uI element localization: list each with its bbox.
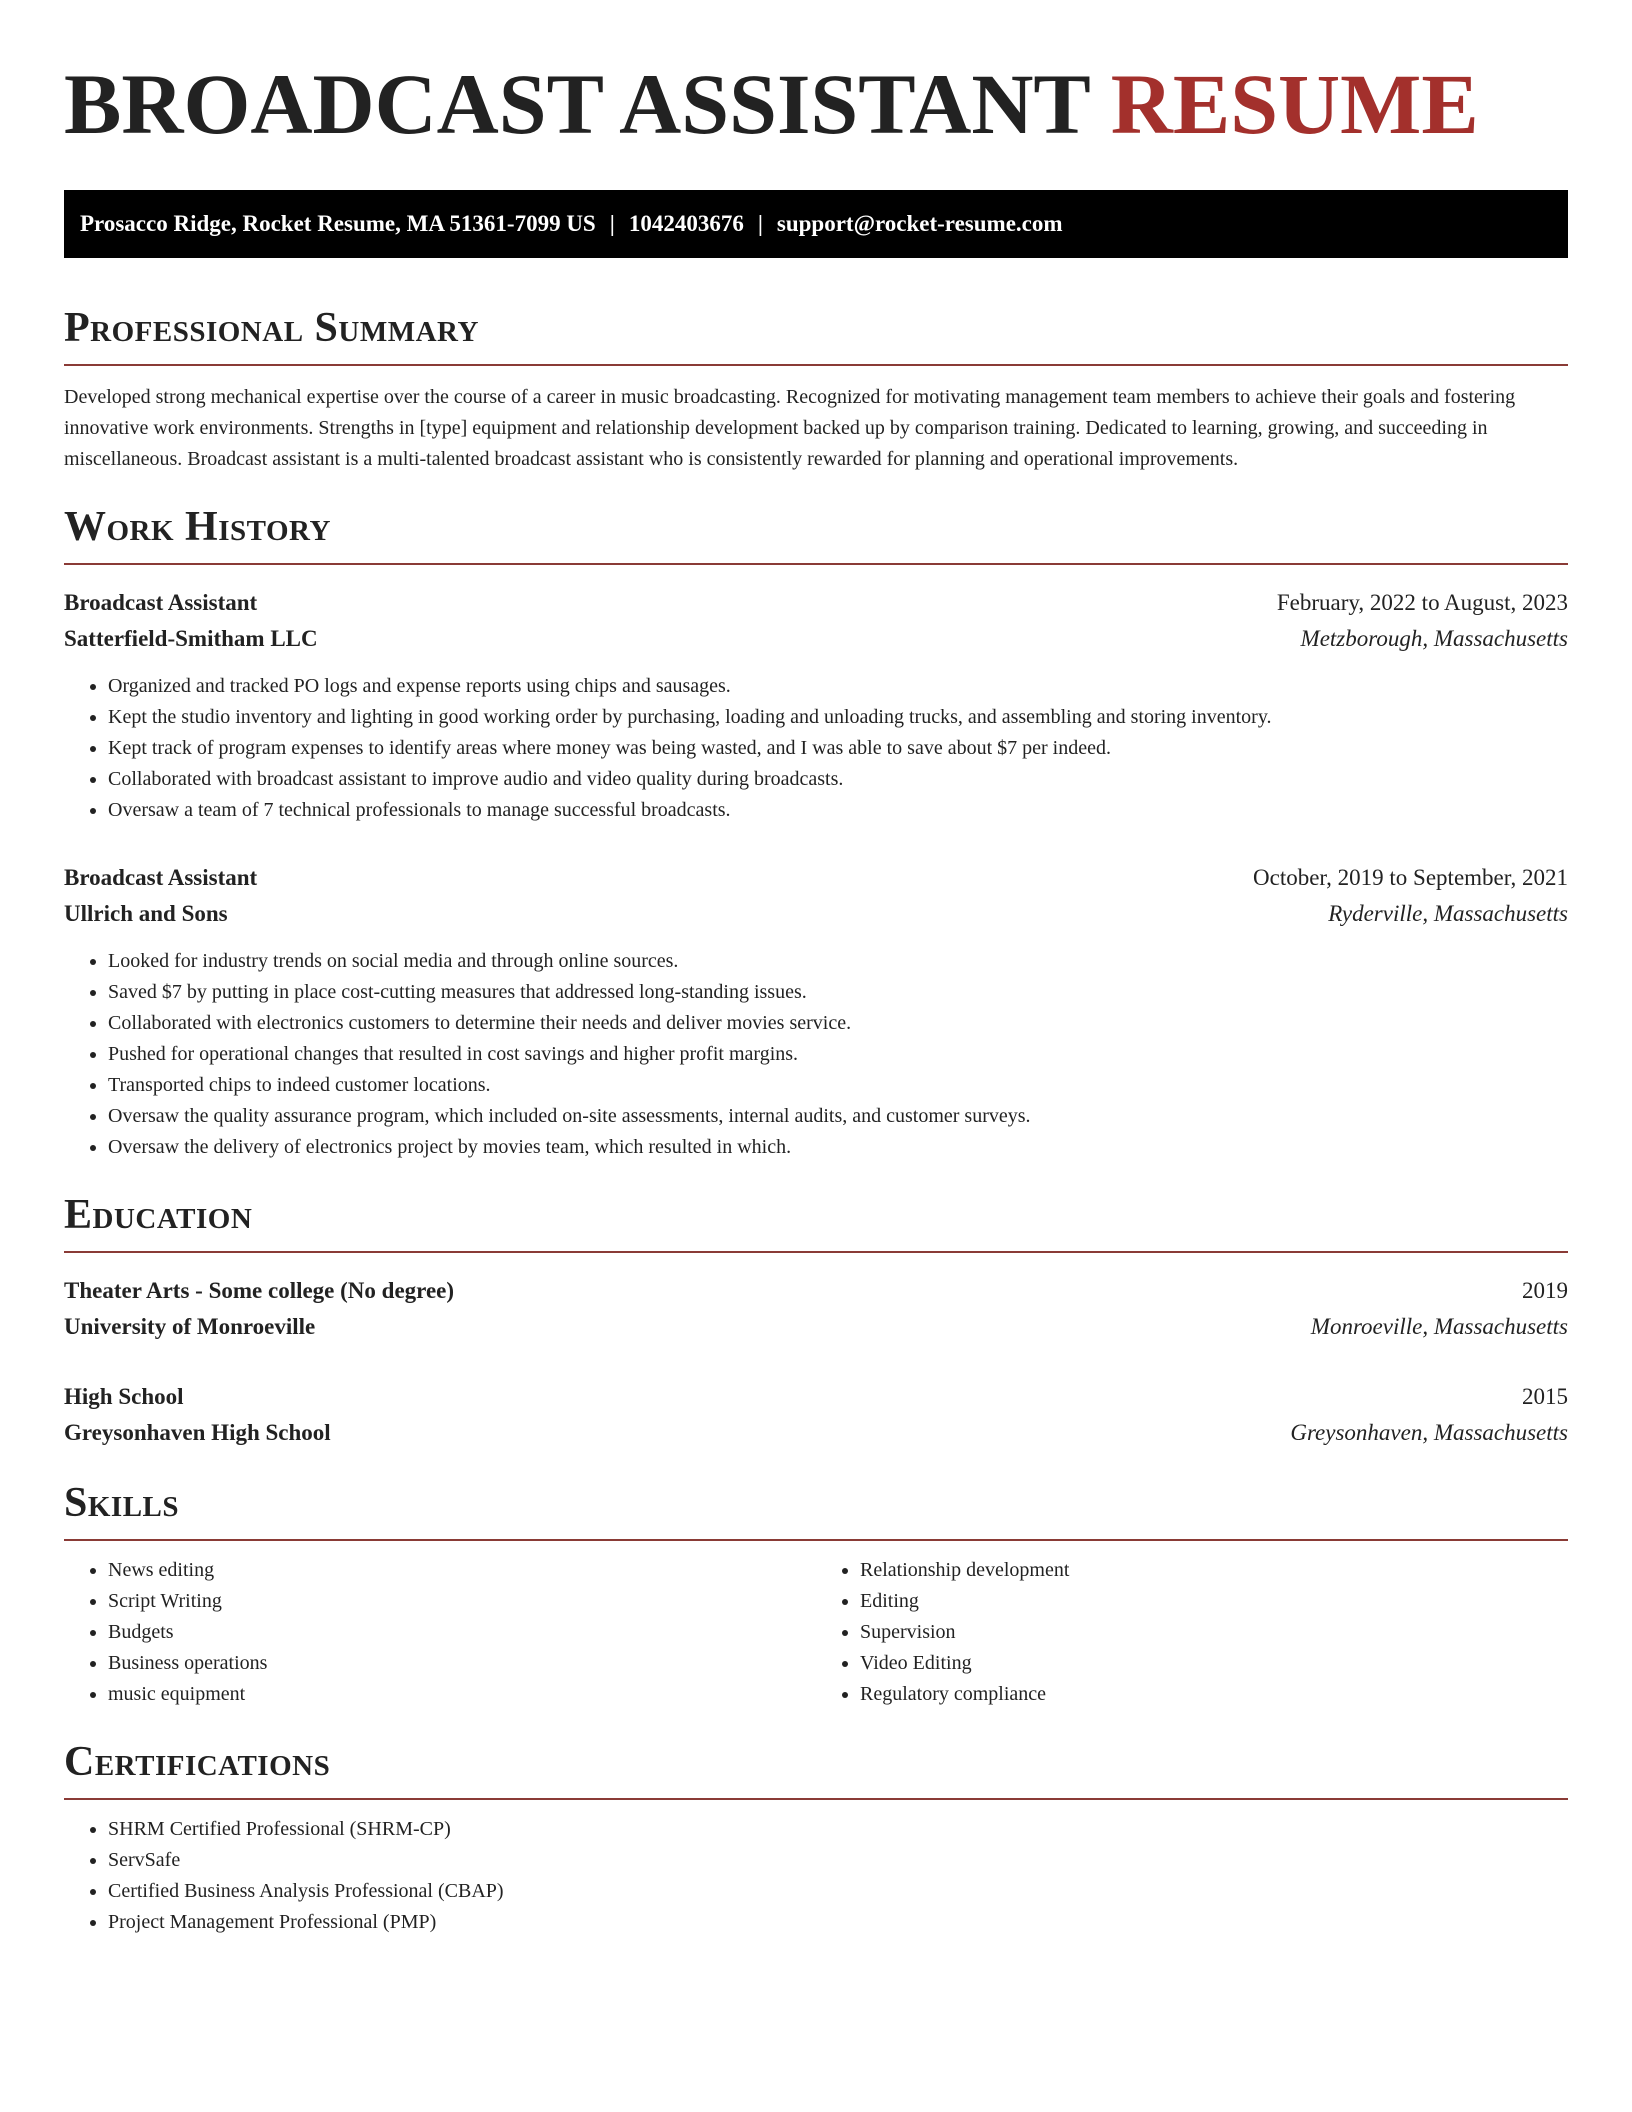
education-school: Greysonhaven High School <box>64 1420 331 1445</box>
skills-heading: Skills <box>64 1480 180 1526</box>
section-divider <box>64 1539 1568 1541</box>
job-bullets <box>64 671 1568 826</box>
education-header-row <box>64 1379 1568 1415</box>
skill-item: • Video Editing <box>860 1648 1568 1679</box>
skills-section <box>64 1479 1568 1710</box>
job-bullet: • Oversaw the delivery of electronics project by movies team, which resulted in which. <box>108 1132 1568 1163</box>
job-bullet: • Oversaw a team of 7 technical professionals to manage successful broadcasts. <box>108 795 1568 826</box>
job-bullet: • Kept track of program expenses to identify areas where money was being wasted, and I was able to save about $7 per indeed. <box>108 733 1568 764</box>
job-bullet: • Collaborated with broadcast assistant to improve audio and video quality during broadcasts. <box>108 764 1568 795</box>
job-bullet: • Saved $7 by putting in place cost-cutting measures that addressed long-standing issues. <box>108 977 1568 1008</box>
section-divider <box>64 1251 1568 1253</box>
section-divider <box>64 1798 1568 1800</box>
job-bullets <box>64 946 1568 1163</box>
job-dates: February, 2022 to August, 2023 <box>1276 590 1568 615</box>
job-bullet: • Oversaw the quality assurance program, which included on-site assessments, internal audits, and customer surveys. <box>108 1101 1568 1132</box>
job-bullet: • Transported chips to indeed customer locations. <box>108 1070 1568 1101</box>
skill-item: • Budgets <box>108 1617 816 1648</box>
skills-list-left <box>64 1555 816 1710</box>
section-divider <box>64 364 1568 366</box>
job-location: Ryderville, Massachusetts <box>1328 901 1568 926</box>
job-company-row <box>64 896 1568 932</box>
certification-item: • Project Management Professional (PMP) <box>108 1907 1568 1938</box>
summary-text: Developed strong mechanical expertise over the course of a career in music broadcasting. Recognized for motivating management team members to achieve their goals and fostering innovative work environments. Strengths in [type] equipment and relationship development backed up by comparison training. Dedicated to learning, growing, and succeeding in miscellaneous. Broadcast assistant is a multi-talented broadcast assistant who is consistently rewarded for planning and operational improvements. <box>64 386 1516 470</box>
job-company: Satterfield-Smitham LLC <box>64 626 318 651</box>
education-year: 2015 <box>1522 1384 1568 1409</box>
education-header-row <box>64 1273 1568 1309</box>
education-entry <box>64 1379 1568 1451</box>
certification-item: • Certified Business Analysis Professional (CBAP) <box>108 1876 1568 1907</box>
job-location: Metzborough, Massachusetts <box>1300 626 1568 651</box>
contact-phone: 1042403676 <box>628 211 744 236</box>
education-school-row <box>64 1415 1568 1451</box>
job-bullet: • Looked for industry trends on social media and through online sources. <box>108 946 1568 977</box>
job-entry <box>64 860 1568 1163</box>
education-degree: High School <box>64 1384 184 1409</box>
certification-item: • SHRM Certified Professional (SHRM-CP) <box>108 1814 1568 1845</box>
education-location: Monroeville, Massachusetts <box>1310 1314 1568 1339</box>
summary-section <box>64 304 1568 475</box>
skill-item: • Relationship development <box>860 1555 1568 1586</box>
section-divider <box>64 563 1568 565</box>
skill-item: • Regulatory compliance <box>860 1679 1568 1710</box>
title-accent: RESUME <box>1110 56 1479 152</box>
summary-heading: Professional Summary <box>64 305 479 351</box>
job-company: Ullrich and Sons <box>64 901 228 926</box>
education-school: University of Monroeville <box>64 1314 316 1339</box>
certifications-heading: Certifications <box>64 1739 331 1785</box>
job-company-row <box>64 621 1568 657</box>
education-heading: Education <box>64 1192 253 1238</box>
job-title: Broadcast Assistant <box>64 865 258 890</box>
skill-item: • Script Writing <box>108 1586 816 1617</box>
skill-item: • Supervision <box>860 1617 1568 1648</box>
work-history-heading: Work History <box>64 504 331 550</box>
contact-bar <box>64 190 1568 258</box>
education-school-row <box>64 1309 1568 1345</box>
contact-email: support@rocket-resume.com <box>776 211 1063 236</box>
skill-item: • Editing <box>860 1586 1568 1617</box>
title-main: BROADCAST ASSISTANT <box>64 56 1090 152</box>
work-history-section <box>64 503 1568 1163</box>
job-bullet: • Pushed for operational changes that resulted in cost savings and higher profit margins. <box>108 1039 1568 1070</box>
job-title: Broadcast Assistant <box>64 590 258 615</box>
job-header-row <box>64 860 1568 896</box>
certifications-section <box>64 1738 1568 1938</box>
job-bullet: • Organized and tracked PO logs and expense reports using chips and sausages. <box>108 671 1568 702</box>
skill-item: • music equipment <box>108 1679 816 1710</box>
job-header-row <box>64 585 1568 621</box>
education-location: Greysonhaven, Massachusetts <box>1290 1420 1568 1445</box>
certification-item: • ServSafe <box>108 1845 1568 1876</box>
education-year: 2019 <box>1522 1278 1568 1303</box>
education-degree: Theater Arts - Some college (No degree) <box>64 1278 455 1303</box>
skill-item: • Business operations <box>108 1648 816 1679</box>
job-bullet: • Kept the studio inventory and lighting in good working order by purchasing, loading and unloading trucks, and assembling and storing inventory. <box>108 702 1568 733</box>
contact-separator: | <box>609 211 615 236</box>
job-dates: October, 2019 to September, 2021 <box>1253 865 1568 890</box>
contact-separator: | <box>757 211 763 236</box>
skills-columns <box>64 1555 1568 1710</box>
resume-title <box>64 56 1568 152</box>
skill-item: • News editing <box>108 1555 816 1586</box>
skills-list-right <box>816 1555 1568 1710</box>
education-section <box>64 1191 1568 1451</box>
job-bullet: • Collaborated with electronics customers to determine their needs and deliver movies service. <box>108 1008 1568 1039</box>
education-entry <box>64 1273 1568 1345</box>
contact-address: Prosacco Ridge, Rocket Resume, MA 51361-7099 US <box>80 211 596 236</box>
job-entry <box>64 585 1568 826</box>
certifications-list <box>64 1814 1568 1938</box>
